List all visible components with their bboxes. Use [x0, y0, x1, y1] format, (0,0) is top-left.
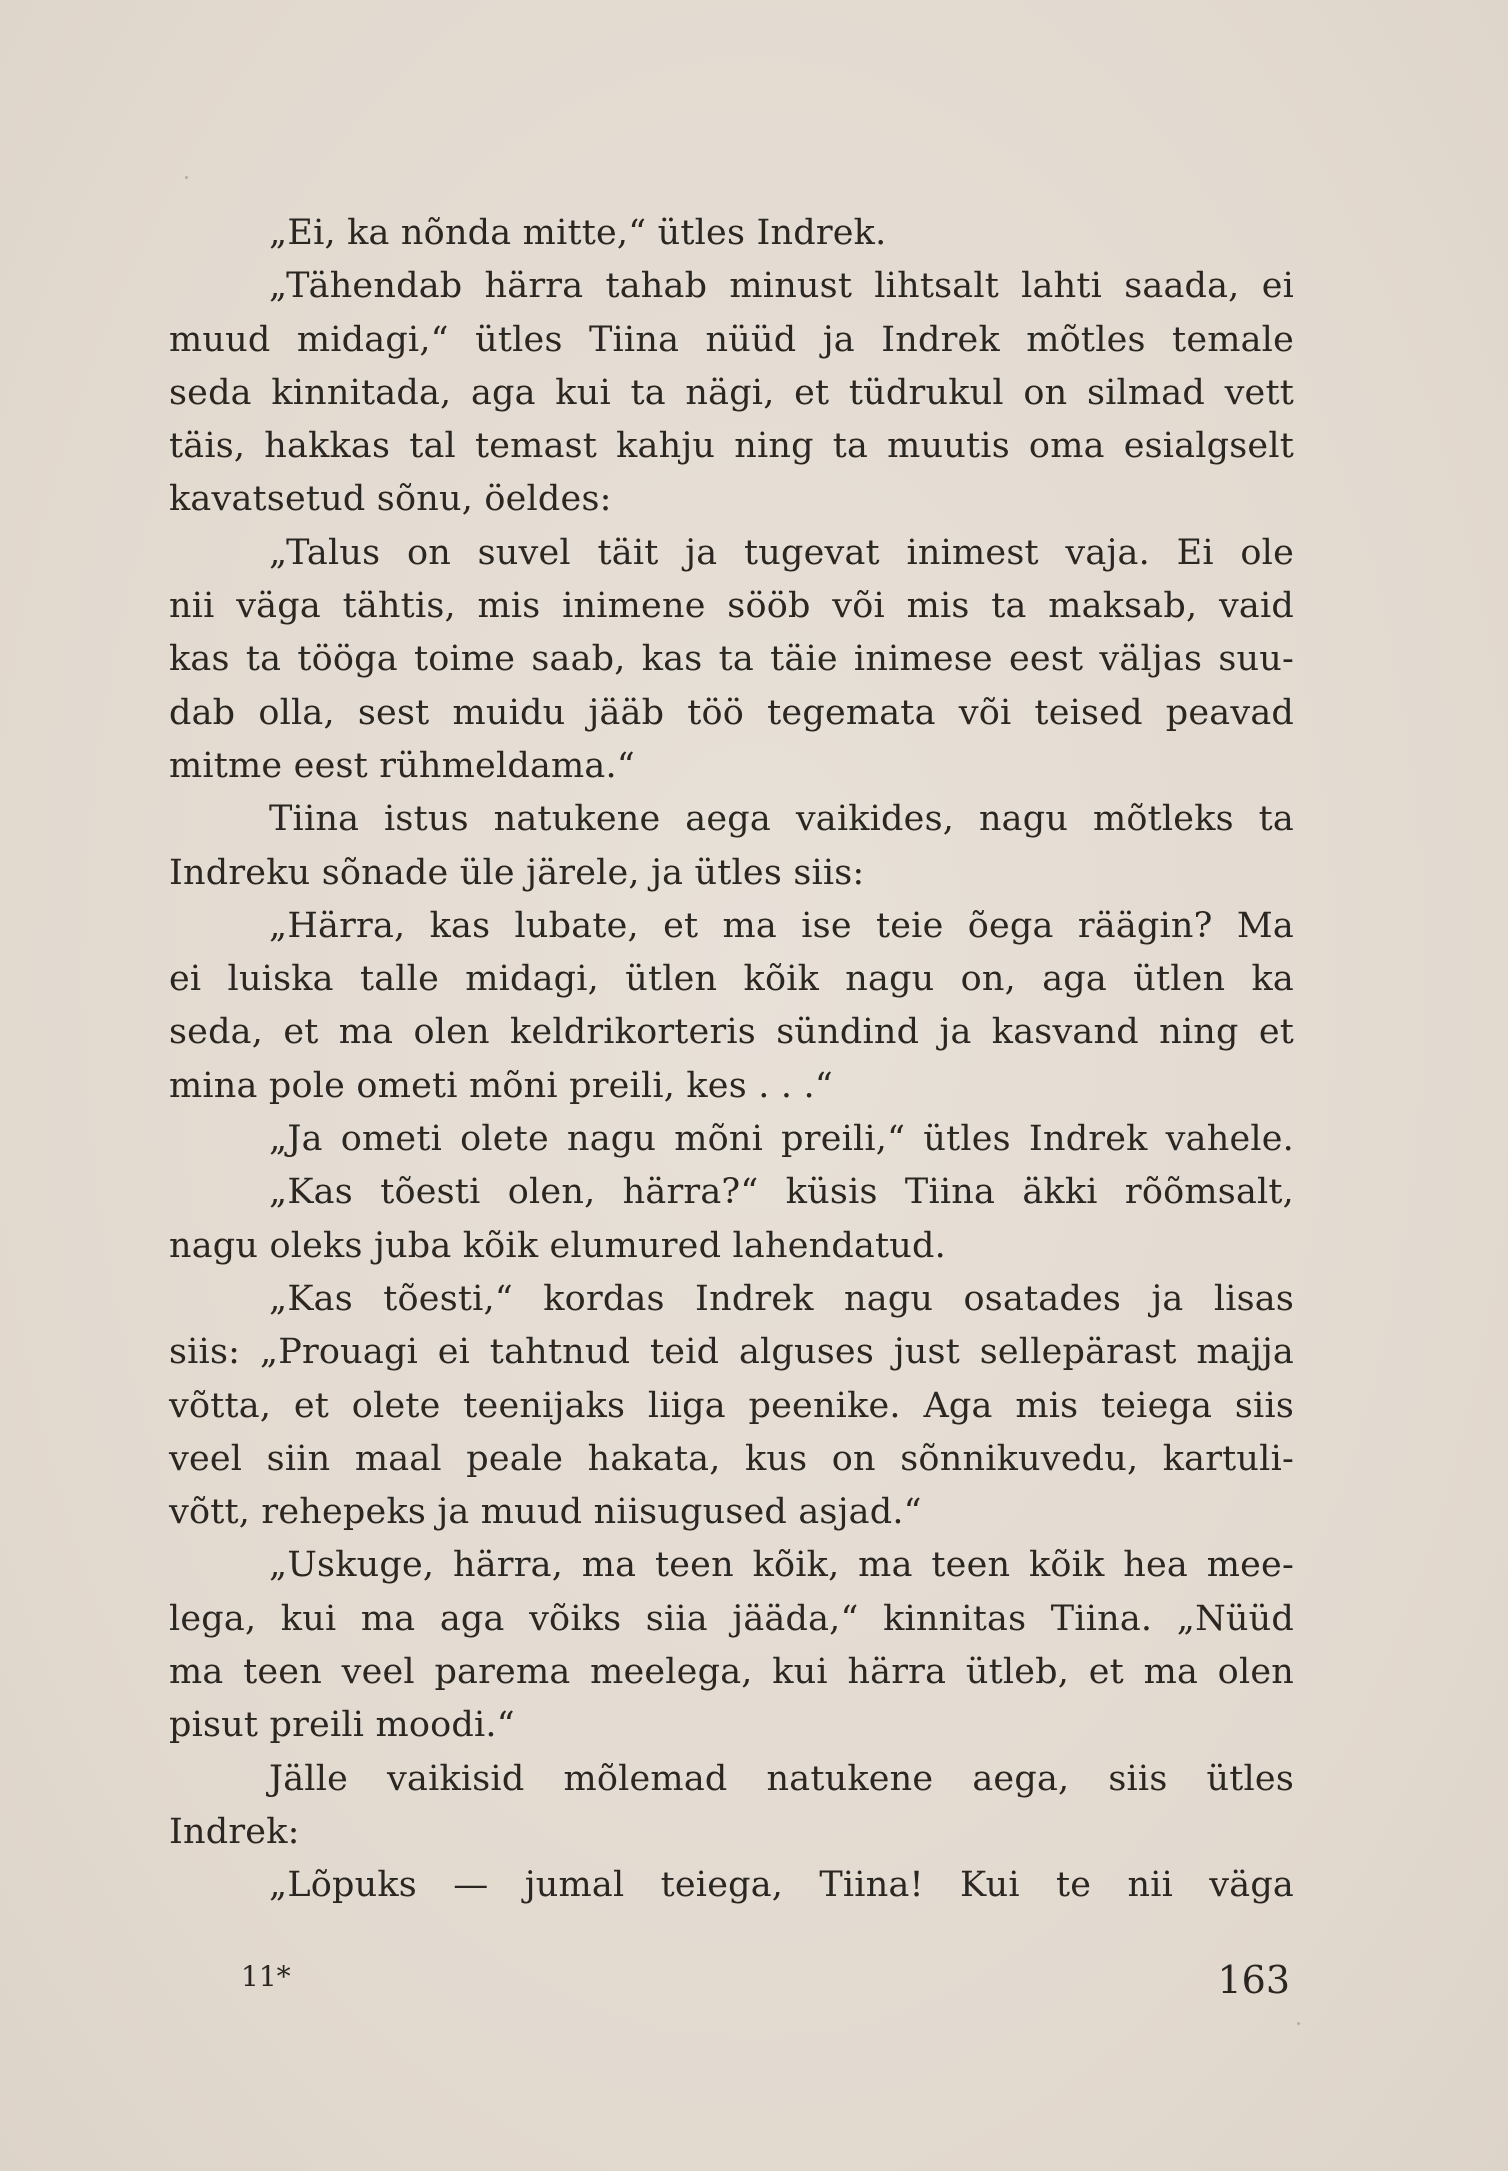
text-line: muud midagi,“ ütles Tiina nüüd ja Indrek mõtles temale — [169, 319, 1294, 360]
text-line: „Tähendab härra tahab minust lihtsalt lahti saada, ei — [269, 266, 1294, 307]
text-line: „Uskuge, härra, ma teen kõik, ma teen kõik hea mee- — [269, 1545, 1294, 1586]
text-line: „Lõpuks — jumal teiega, Tiina! Kui te nii väga — [269, 1865, 1294, 1906]
text-line: veel siin maal peale hakata, kus on sõnnikuvedu, kartuli- — [169, 1438, 1294, 1479]
text-line: „Ja ometi olete nagu mõni preili,“ ütles Indrek vahele. — [269, 1119, 1294, 1160]
text-line: „Härra, kas lubate, et ma ise teie õega räägin? Ma — [269, 905, 1294, 946]
printer-signature-mark: 11* — [241, 1960, 291, 1993]
text-line: pisut preili moodi.“ — [169, 1705, 515, 1746]
body-text — [169, 207, 1294, 1913]
text-line: võtt, rehepeks ja muud niisugused asjad.“ — [169, 1492, 922, 1533]
text-line: Indrek: — [169, 1811, 300, 1852]
paper-speck — [185, 176, 188, 179]
text-line: nii väga tähtis, mis inimene sööb või mis ta maksab, vaid — [169, 586, 1294, 627]
text-line: „Kas tõesti olen, härra?“ küsis Tiina äkki rõõmsalt, — [269, 1172, 1294, 1213]
text-line: Indreku sõnade üle järele, ja ütles siis: — [169, 852, 865, 893]
text-line: Jälle vaikisid mõlemad natukene aega, siis ütles — [269, 1758, 1294, 1799]
text-line: kavatsetud sõnu, öeldes: — [169, 479, 612, 520]
page-number: 163 — [1217, 1958, 1290, 2002]
text-line: nagu oleks juba kõik elumured lahendatud. — [169, 1225, 946, 1266]
paper-speck — [1297, 2022, 1300, 2025]
text-line: „Ei, ka nõnda mitte,“ ütles Indrek. — [269, 213, 887, 253]
text-line: „Kas tõesti,“ kordas Indrek nagu osatades ja lisas — [269, 1278, 1294, 1319]
text-line: siis: „Prouagi ei tahtnud teid alguses just sellepärast majja — [169, 1332, 1294, 1373]
text-line: ei luiska talle midagi, ütlen kõik nagu on, aga ütlen ka — [169, 959, 1294, 1000]
text-line: Tiina istus natukene aega vaikides, nagu mõtleks ta — [269, 799, 1294, 840]
text-line: mitme eest rühmeldama.“ — [169, 745, 635, 786]
text-line: seda kinnitada, aga kui ta nägi, et tüdrukul on silmad vett — [169, 372, 1294, 413]
text-line: võtta, et olete teenijaks liiga peenike. Aga mis teiega siis — [169, 1385, 1294, 1426]
text-line: seda, et ma olen keldrikorteris sündind ja kasvand ning et — [169, 1012, 1294, 1053]
text-line: „Talus on suvel täit ja tugevat inimest vaja. Ei ole — [269, 532, 1294, 573]
text-line: mina pole ometi mõni preili, kes . . .“ — [169, 1065, 833, 1106]
text-line: lega, kui ma aga võiks siia jääda,“ kinnitas Tiina. „Nüüd — [169, 1598, 1294, 1639]
text-line: kas ta tööga toime saab, kas ta täie inimese eest väljas suu- — [169, 639, 1294, 680]
text-line: dab olla, sest muidu jääb töö tegemata või teised peavad — [169, 692, 1294, 733]
text-line: ma teen veel parema meelega, kui härra ütleb, et ma olen — [169, 1652, 1294, 1693]
text-line: täis, hakkas tal temast kahju ning ta muutis oma esialgselt — [169, 426, 1294, 467]
